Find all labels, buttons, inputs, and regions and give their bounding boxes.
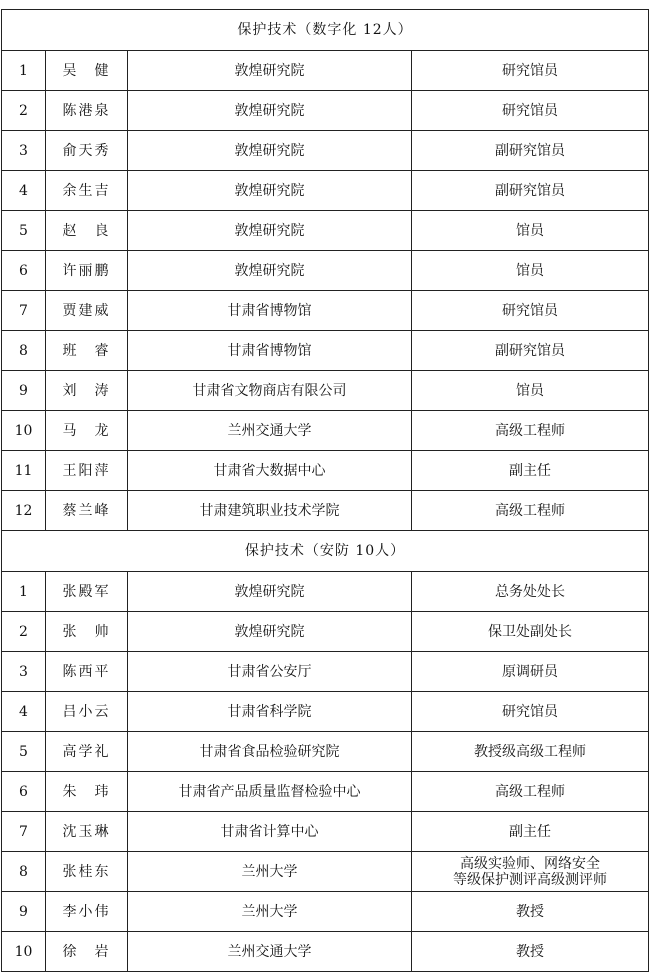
row-number: 9 xyxy=(2,371,46,411)
row-number: 7 xyxy=(2,291,46,331)
table-row xyxy=(2,812,649,852)
job-title: 馆员 xyxy=(412,371,649,411)
organization: 敦煌研究院 xyxy=(128,171,412,211)
job-title: 教授 xyxy=(412,932,649,972)
organization: 兰州大学 xyxy=(128,892,412,932)
person-name: 高学礼 xyxy=(46,732,128,772)
row-number: 10 xyxy=(2,411,46,451)
person-name: 蔡兰峰 xyxy=(46,491,128,531)
organization: 敦煌研究院 xyxy=(128,572,412,612)
table-row xyxy=(2,211,649,251)
expert-roster-table xyxy=(1,9,649,972)
row-number: 3 xyxy=(2,652,46,692)
table-row xyxy=(2,411,649,451)
row-number: 6 xyxy=(2,251,46,291)
person-name: 沈玉琳 xyxy=(46,812,128,852)
row-number: 12 xyxy=(2,491,46,531)
organization: 甘肃省博物馆 xyxy=(128,291,412,331)
row-number: 2 xyxy=(2,612,46,652)
organization: 甘肃省产品质量监督检验中心 xyxy=(128,772,412,812)
organization: 甘肃省计算中心 xyxy=(128,812,412,852)
section-heading: 保护技术（安防 10人） xyxy=(2,531,649,572)
person-name: 陈港泉 xyxy=(46,91,128,131)
table-row xyxy=(2,51,649,91)
organization: 甘肃省文物商店有限公司 xyxy=(128,371,412,411)
person-name: 余生吉 xyxy=(46,171,128,211)
person-name: 俞天秀 xyxy=(46,131,128,171)
person-name: 贾建威 xyxy=(46,291,128,331)
job-title: 教授级高级工程师 xyxy=(412,732,649,772)
job-title: 副主任 xyxy=(412,451,649,491)
row-number: 5 xyxy=(2,732,46,772)
table-row xyxy=(2,932,649,972)
organization: 敦煌研究院 xyxy=(128,211,412,251)
row-number: 4 xyxy=(2,171,46,211)
job-title-line: 高级实验师、网络安全 xyxy=(460,855,600,872)
job-title: 研究馆员 xyxy=(412,91,649,131)
organization: 甘肃省食品检验研究院 xyxy=(128,732,412,772)
person-name: 张桂东 xyxy=(46,852,128,892)
table-row xyxy=(2,491,649,531)
section-header-row xyxy=(2,10,649,51)
organization: 敦煌研究院 xyxy=(128,612,412,652)
table-row xyxy=(2,852,649,892)
person-name: 刘 涛 xyxy=(46,371,128,411)
table-row xyxy=(2,131,649,171)
row-number: 8 xyxy=(2,852,46,892)
row-number: 8 xyxy=(2,331,46,371)
job-title: 研究馆员 xyxy=(412,291,649,331)
person-name: 王阳萍 xyxy=(46,451,128,491)
job-title: 保卫处副处长 xyxy=(412,612,649,652)
person-name: 张殿军 xyxy=(46,572,128,612)
table-row xyxy=(2,772,649,812)
job-title: 馆员 xyxy=(412,251,649,291)
person-name: 吕小云 xyxy=(46,692,128,732)
organization: 甘肃建筑职业技术学院 xyxy=(128,491,412,531)
row-number: 2 xyxy=(2,91,46,131)
row-number: 1 xyxy=(2,572,46,612)
table-row xyxy=(2,91,649,131)
row-number: 4 xyxy=(2,692,46,732)
table-row xyxy=(2,451,649,491)
table-row xyxy=(2,892,649,932)
table-row xyxy=(2,572,649,612)
organization: 甘肃省公安厅 xyxy=(128,652,412,692)
table-row xyxy=(2,612,649,652)
row-number: 1 xyxy=(2,51,46,91)
person-name: 李小伟 xyxy=(46,892,128,932)
organization: 兰州大学 xyxy=(128,852,412,892)
table-row xyxy=(2,692,649,732)
organization: 兰州交通大学 xyxy=(128,411,412,451)
job-title: 高级工程师 xyxy=(412,772,649,812)
organization: 兰州交通大学 xyxy=(128,932,412,972)
row-number: 10 xyxy=(2,932,46,972)
table-row xyxy=(2,171,649,211)
job-title: 高级工程师 xyxy=(412,411,649,451)
section-heading: 保护技术（数字化 12人） xyxy=(2,10,649,51)
job-title: 副研究馆员 xyxy=(412,131,649,171)
row-number: 3 xyxy=(2,131,46,171)
job-title: 副研究馆员 xyxy=(412,171,649,211)
person-name: 许丽鹏 xyxy=(46,251,128,291)
section-header-row xyxy=(2,531,649,572)
table-row xyxy=(2,331,649,371)
person-name: 马 龙 xyxy=(46,411,128,451)
job-title-multiline xyxy=(412,852,649,892)
organization: 敦煌研究院 xyxy=(128,51,412,91)
job-title: 原调研员 xyxy=(412,652,649,692)
row-number: 6 xyxy=(2,772,46,812)
organization: 甘肃省科学院 xyxy=(128,692,412,732)
table-row xyxy=(2,291,649,331)
table-row xyxy=(2,652,649,692)
organization: 甘肃省博物馆 xyxy=(128,331,412,371)
job-title-line: 等级保护测评高级测评师 xyxy=(453,871,607,888)
job-title: 馆员 xyxy=(412,211,649,251)
person-name: 陈西平 xyxy=(46,652,128,692)
person-name: 张 帅 xyxy=(46,612,128,652)
table-row xyxy=(2,251,649,291)
job-title: 研究馆员 xyxy=(412,51,649,91)
table-row xyxy=(2,371,649,411)
organization: 敦煌研究院 xyxy=(128,251,412,291)
row-number: 7 xyxy=(2,812,46,852)
organization: 敦煌研究院 xyxy=(128,91,412,131)
row-number: 11 xyxy=(2,451,46,491)
job-title: 教授 xyxy=(412,892,649,932)
person-name: 朱 玮 xyxy=(46,772,128,812)
job-title: 总务处处长 xyxy=(412,572,649,612)
job-title: 研究馆员 xyxy=(412,692,649,732)
job-title: 高级工程师 xyxy=(412,491,649,531)
organization: 敦煌研究院 xyxy=(128,131,412,171)
row-number: 5 xyxy=(2,211,46,251)
job-title: 副研究馆员 xyxy=(412,331,649,371)
person-name: 赵 良 xyxy=(46,211,128,251)
job-title: 副主任 xyxy=(412,812,649,852)
person-name: 班 睿 xyxy=(46,331,128,371)
person-name: 吴 健 xyxy=(46,51,128,91)
table-row xyxy=(2,732,649,772)
row-number: 9 xyxy=(2,892,46,932)
person-name: 徐 岩 xyxy=(46,932,128,972)
organization: 甘肃省大数据中心 xyxy=(128,451,412,491)
